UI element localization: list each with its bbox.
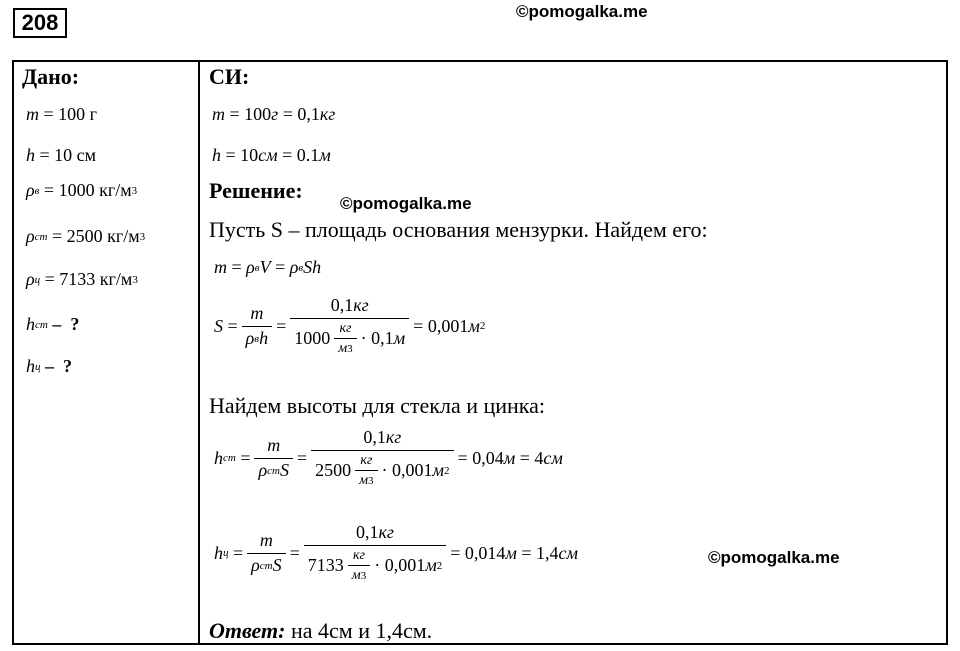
given-height: h = 10 см <box>26 145 97 165</box>
si-mass: m = 100 г = 0,1 кг <box>212 104 336 124</box>
answer-line <box>209 618 432 644</box>
column-divider <box>198 60 200 645</box>
heights-intro: Найдем высоты для стекла и цинка: <box>209 393 546 418</box>
eq-mass: m = ρ в V = ρ в Sh <box>214 257 322 277</box>
watermark-middle: ©pomogalka.me <box>340 194 472 213</box>
answer-label: Ответ: <box>209 618 286 643</box>
watermark-bottom: ©pomogalka.me <box>708 548 840 567</box>
watermark-top: ©pomogalka.me <box>516 2 648 21</box>
si-header: СИ: <box>209 64 250 89</box>
solution-intro: Пусть S – площадь основания мензурки. Найдем его: <box>209 217 708 242</box>
si-height: h = 10 см = 0.1 м <box>212 145 331 165</box>
find-height-zinc: h ц – ? <box>26 356 72 376</box>
given-density-glass: ρ ст = 2500 кг/м 3 <box>26 226 146 246</box>
eq-height-zinc: h ц = m ρ ст S = 0,1кг 7133 кг м 3 · 0,001 м 2 = 0,014 м = 1,4 см <box>214 522 579 584</box>
given-header: Дано: <box>22 64 80 89</box>
eq-height-glass: h ст = m ρ ст S = 0,1кг 2500 кг м 3 · 0,001 м 2 = 0,04 м = 4 см <box>214 427 563 489</box>
given-mass: m = 100 г <box>26 104 98 124</box>
given-density-zinc: ρ ц = 7133 кг/м 3 <box>26 269 138 289</box>
task-number: 208 <box>13 8 67 38</box>
solution-header: Решение: <box>209 178 303 203</box>
answer-text: на 4см и 1,4см. <box>290 618 433 643</box>
given-density-water: ρ в = 1000 кг/м 3 <box>26 180 138 200</box>
eq-area: S = m ρ в h = 0,1кг 1000 кг м 3 · 0,1 м = 0,001 м 2 <box>214 295 486 357</box>
find-height-glass: h ст – ? <box>26 314 80 334</box>
